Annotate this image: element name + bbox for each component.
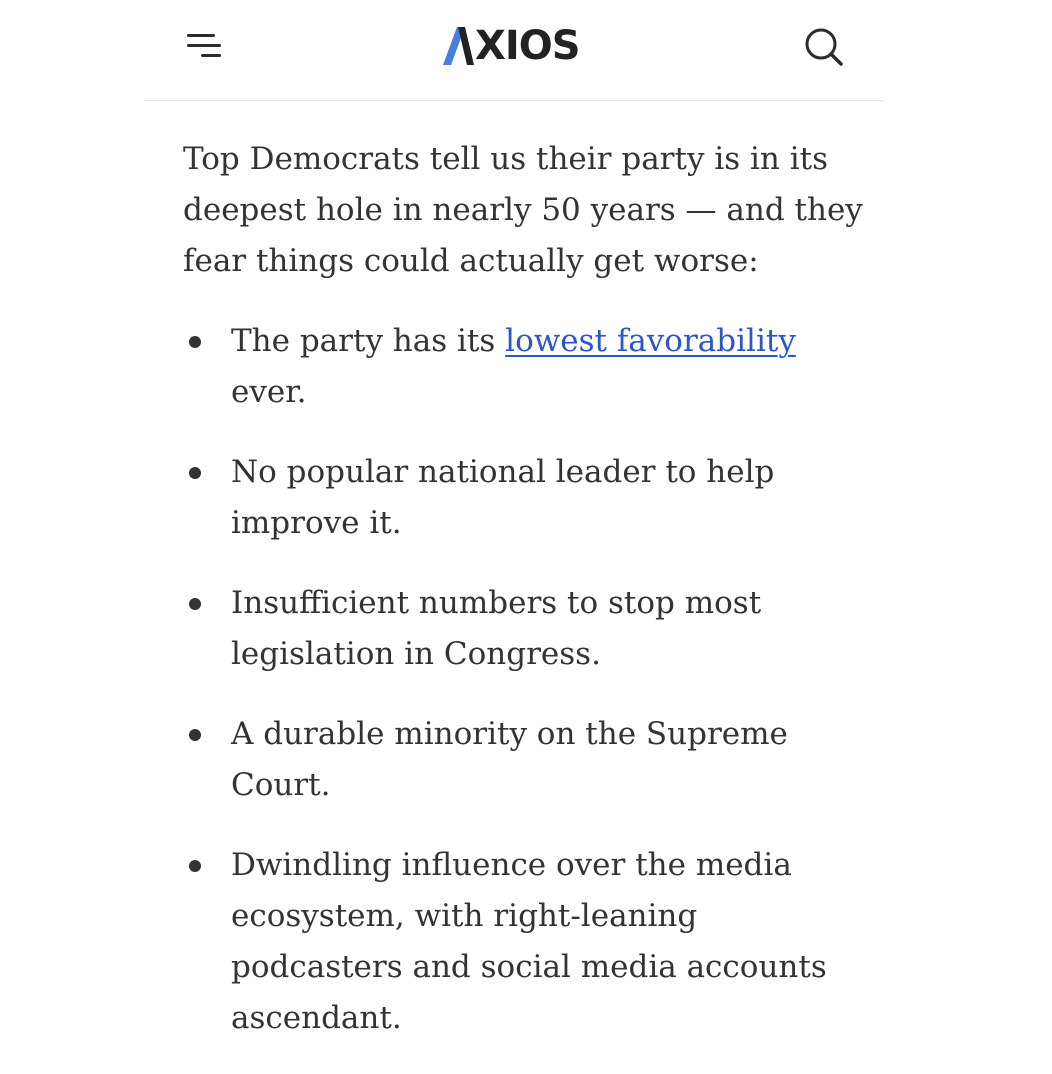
- bullet-list: [183, 316, 863, 1073]
- site-header: [145, 0, 884, 101]
- menu-line-middle: [187, 44, 221, 47]
- bullet-text: Dwindling influence over the media ecosystem, with right-leaning podcasters and social media accounts ascendant.: [231, 847, 827, 1036]
- search-glyph: [803, 26, 845, 68]
- menu-icon[interactable]: [187, 31, 225, 63]
- bullet-dot: [189, 598, 201, 610]
- bullet-item: [183, 316, 863, 418]
- menu-line-bottom: [201, 54, 221, 57]
- bullet-text: Insufficient numbers to stop most legislation in Congress.: [231, 585, 762, 672]
- bullet-dot: [189, 860, 201, 872]
- bullet-item: [183, 447, 863, 549]
- bullet-text: No popular national leader to help improve it.: [231, 454, 775, 541]
- bullet-item: [183, 709, 863, 811]
- lowest-favorability-link[interactable]: lowest favorability: [505, 323, 796, 359]
- axios-a-mark-icon: [441, 27, 475, 65]
- bullet-text-before: The party has its: [231, 323, 506, 359]
- bullet-text-after: ever.: [231, 374, 307, 410]
- bullet-item: [183, 840, 863, 1044]
- menu-line-top: [187, 34, 215, 37]
- bullet-text: A durable minority on the Supreme Court.: [231, 716, 788, 803]
- bullet-dot: [189, 467, 201, 479]
- search-icon[interactable]: [803, 26, 845, 68]
- logo-text: XIOS: [475, 23, 580, 69]
- bullet-dot: [189, 336, 201, 348]
- article-intro: Top Democrats tell us their party is in its deepest hole in nearly 50 years — and they fear things could actually get worse:: [183, 141, 863, 279]
- bullet-dot: [189, 729, 201, 741]
- axios-logo[interactable]: [441, 22, 580, 70]
- bullet-item: [183, 578, 863, 680]
- article-body: [183, 134, 863, 1036]
